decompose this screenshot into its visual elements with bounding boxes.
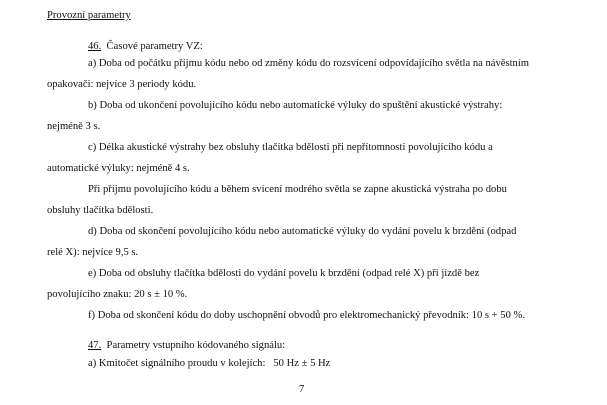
item-46c-line1: c) Délka akustické výstrahy bez obsluhy tlačítka bdělosti při nepřítomnosti povolujícího kódu a (88, 142, 493, 153)
item-46c-line2: automatické výluky: nejméně 4 s. (47, 163, 190, 174)
item-46d-line1: d) Doba od skončení povolujícího kódu nebo automatické výluky do vydání povelu k brzdění (odpad (88, 226, 517, 237)
section-47-number: 47. (88, 340, 102, 351)
item-47a-line1 (88, 359, 330, 370)
section-47-title: Parametry vstupního kódovaného signálu: (106, 340, 286, 351)
note-46-line2: obsluhy tlačítka bdělosti. (47, 205, 154, 216)
item-46b-line1: b) Doba od ukončení povolujícího kódu nebo automatické výluky do spuštění akustické výstrahy: (88, 100, 503, 111)
item-46a-line1: a) Doba od počátku příjmu kódu nebo od změny kódu do rozsvícení odpovídajícího světla na návěstním (88, 58, 530, 69)
item-46f-line1: f) Doba od skončení kódu do doby uschopnění obvodů pro elektromechanický převodník: 10 s + 50 %. (88, 310, 525, 321)
section-heading: Provozní parametry (47, 10, 131, 21)
item-47a-label: a) Kmitočet signálního proudu v kolejích: (88, 358, 266, 369)
item-47a-value: 50 Hz ± 5 Hz (273, 358, 331, 369)
item-46b-line2: nejméně 3 s. (47, 121, 101, 132)
note-46-line1: Při příjmu povolujícího kódu a během svícení modrého světla se zapne akustická výstraha po dobu (88, 184, 507, 195)
section-46-number: 46. (88, 41, 102, 52)
section-46-title: Časové parametry VZ: (106, 41, 203, 52)
item-46e-line2: povolujícího znaku: 20 s ± 10 %. (47, 289, 188, 300)
page-number: 7 (299, 384, 305, 395)
item-46d-line2: relé X): nejvíce 9,5 s. (47, 247, 139, 258)
section-47-heading (88, 341, 285, 352)
item-46a-line2: opakovači: nejvíce 3 periody kódu. (47, 79, 197, 90)
section-46-heading (88, 42, 203, 53)
item-46e-line1: e) Doba od obsluhy tlačítka bdělosti do vydání povelu k brzdění (odpad relé X) při jízdě bez (88, 268, 480, 279)
